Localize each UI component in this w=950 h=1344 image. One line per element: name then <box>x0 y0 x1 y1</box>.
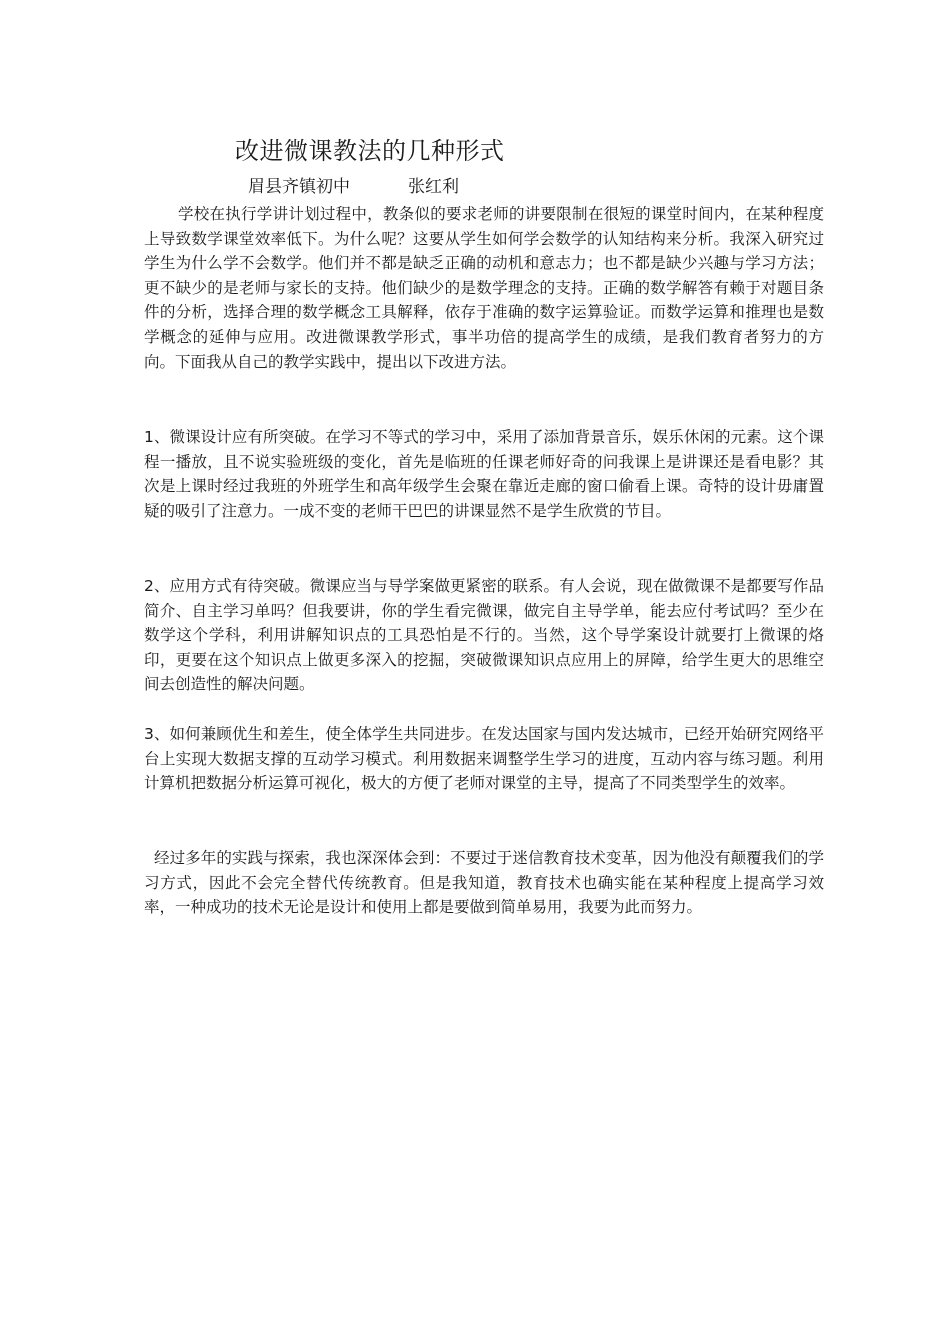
intro-paragraph: 学校在执行学讲计划过程中，教条似的要求老师的讲要限制在很短的课堂时间内，在某种程度上导致数学课堂效率低下。为什么呢？这要从学生如何学会数学的认知结构来分析。我深入研究过学生为什么学不会数学。他们并不都是缺乏正确的动机和意志力；也不都是缺少兴趣与学习方法；更不缺少的是老师与家长的支持。他们缺少的是数学理念的支持。正确的数学解答有赖于对题目条件的分析，选择合理的数学概念工具解释，依存于准确的数字运算验证。而数学运算和推理也是数学概念的延伸与应用。改进微课教学形式，事半功倍的提高学生的成绩，是我们教育者努力的方向。下面我从自己的教学实践中，提出以下改进方法。 <box>144 205 824 371</box>
point-2-paragraph: 2、应用方式有待突破。微课应当与导学案做更紧密的联系。有人会说，现在做微课不是都要写作品简介、自主学习单吗？但我要讲，你的学生看完微课，做完自主导学单，能去应付考试吗？至少在数学这个学科，利用讲解知识点的工具恐怕是不行的。当然，这个导学案设计就要打上微课的烙印，更要在这个知识点上做更多深入的挖掘，突破微课知识点应用上的屏障，给学生更大的思维空间去创造性的解决问题。 <box>144 577 824 694</box>
point-1-paragraph: 1、微课设计应有所突破。在学习不等式的学习中，采用了添加背景音乐，娱乐休闲的元素。这个课程一播放，且不说实验班级的变化，首先是临班的任课老师好奇的问我课上是讲课还是看电影？其次是上课时经过我班的外班学生和高年级学生会聚在靠近走廊的窗口偷看上课。奇特的设计毋庸置疑的吸引了注意力。一成不变的老师干巴巴的讲课显然不是学生欣赏的节目。 <box>144 428 824 520</box>
byline <box>248 175 459 199</box>
point-3-paragraph: 3、如何兼顾优生和差生，使全体学生共同进步。在发达国家与国内发达城市，已经开始研究网络平台上实现大数据支撑的互动学习模式。利用数据来调整学生学习的进度，互动内容与练习题。利用计算机把数据分析运算可视化，极大的方便了老师对课堂的主导，提高了不同类型学生的效率。 <box>144 725 824 793</box>
school-name: 眉县齐镇初中 <box>248 177 350 197</box>
document-title: 改进微课教法的几种形式 <box>235 137 505 165</box>
author-name: 张红利 <box>408 177 459 197</box>
conclusion-paragraph: 经过多年的实践与探索，我也深深体会到：不要过于迷信教育技术变革，因为他没有颠覆我们的学习方式，因此不会完全替代传统教育。但是我知道，教育技术也确实能在某种程度上提高学习效率，一种成功的技术无论是设计和使用上都是要做到简单易用，我要为此而努力。 <box>144 849 824 917</box>
